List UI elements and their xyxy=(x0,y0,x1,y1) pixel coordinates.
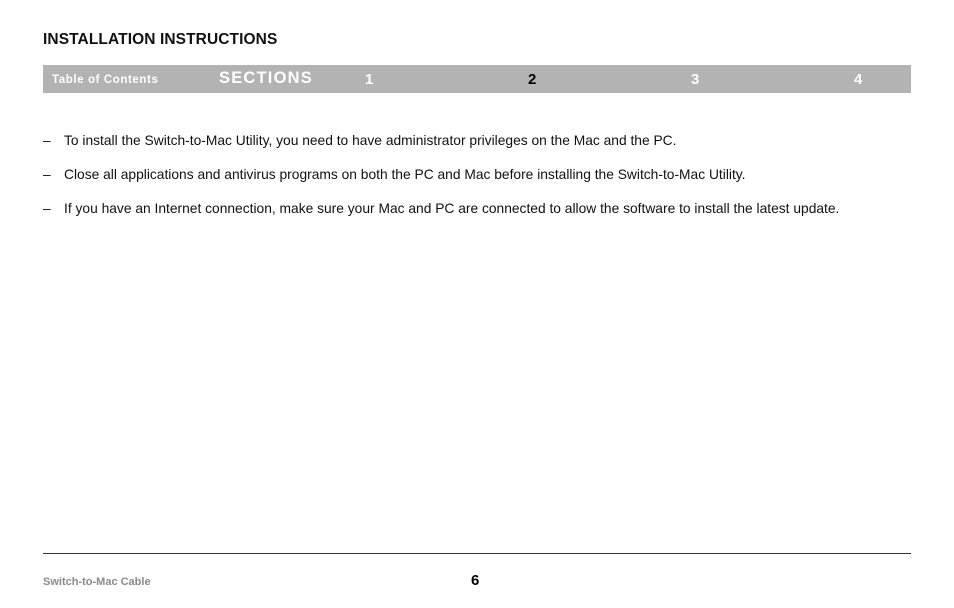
instruction-item xyxy=(43,132,911,149)
footer-divider xyxy=(43,553,911,554)
section-4-link[interactable]: 4 xyxy=(854,71,863,88)
instruction-text: Close all applications and antivirus programs on both the PC and Mac before installing the Switch-to-Mac Utility. xyxy=(64,167,746,182)
section-3-link[interactable]: 3 xyxy=(691,71,700,88)
bullet-dash: – xyxy=(43,167,51,182)
bullet-dash: – xyxy=(43,133,51,148)
instruction-item xyxy=(43,166,911,183)
table-of-contents-link[interactable]: Table of Contents xyxy=(52,74,159,86)
page-title: INSTALLATION INSTRUCTIONS xyxy=(43,31,278,48)
section-navigation-bar xyxy=(43,65,911,93)
instruction-list xyxy=(43,132,911,234)
instruction-item xyxy=(43,200,911,217)
section-2-link-active[interactable]: 2 xyxy=(528,71,537,88)
footer-product-name: Switch-to-Mac Cable xyxy=(43,576,151,588)
section-1-link[interactable]: 1 xyxy=(365,71,374,88)
instruction-text: To install the Switch-to-Mac Utility, you need to have administrator privileges on the Mac and the PC. xyxy=(64,133,677,148)
page-number: 6 xyxy=(471,572,480,589)
sections-label: SECTIONS xyxy=(219,69,313,87)
bullet-dash: – xyxy=(43,201,51,216)
instruction-text: If you have an Internet connection, make sure your Mac and PC are connected to allow the software to install the latest update. xyxy=(64,201,840,216)
